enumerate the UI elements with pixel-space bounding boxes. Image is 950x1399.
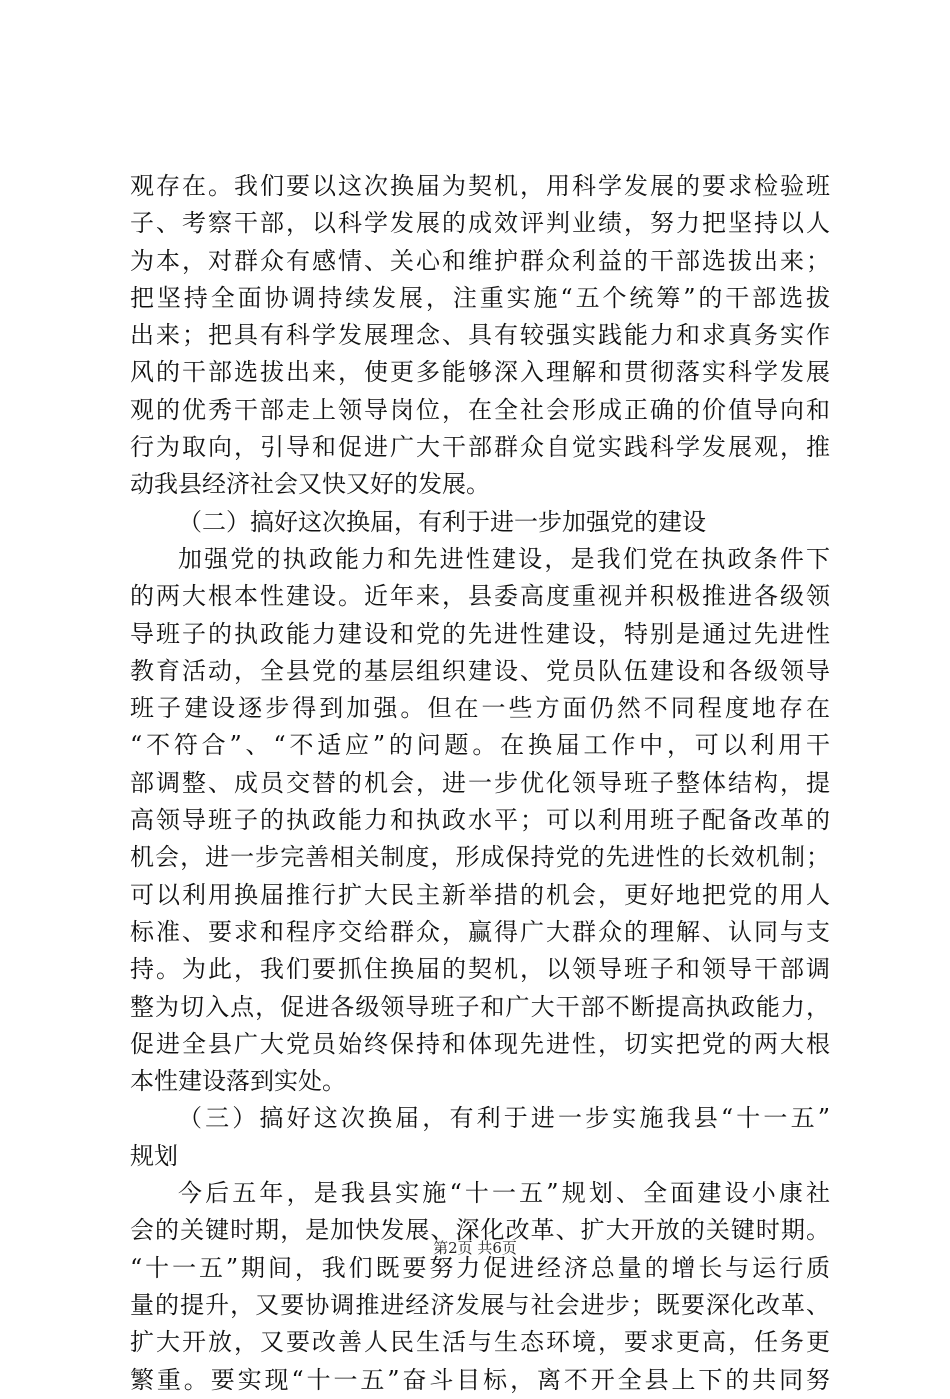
text-line: 整为切入点，促进各级领导班子和广大干部不断提高执政能力， [130, 992, 830, 1021]
text-line: 机会，进一步完善相关制度，形成保持党的先进性的长效机制； [130, 843, 830, 872]
text-line: 风的干部选拔出来，使更多能够深入理解和贯彻落实科学发展 [130, 358, 830, 387]
document-body [130, 168, 830, 1399]
text-line: 行为取向，引导和促进广大干部群众自觉实践科学发展观，推 [130, 433, 830, 462]
text-line: 繁重。要实现“十一五”奋斗目标，离不开全县上下的共同努 [130, 1365, 830, 1394]
text-line: 促进全县广大党员始终保持和体现先进性，切实把党的两大根 [130, 1029, 830, 1058]
text-line: 扩大开放，又要改善人民生活与生态环境，要求更高，任务更 [130, 1328, 830, 1357]
section-heading: （三）搞好这次换届，有利于进一步实施我县“十一五” [178, 1104, 830, 1133]
text-line: “不符合”、“不适应”的问题。在换届工作中，可以利用干 [130, 731, 830, 760]
text-line: “十一五”期间，我们既要努力促进经济总量的增长与运行质 [130, 1253, 830, 1282]
text-line: 持。为此，我们要抓住换届的契机，以领导班子和领导干部调 [130, 955, 830, 984]
section-heading: （二）搞好这次换届，有利于进一步加强党的建设 [178, 507, 706, 536]
page-number-footer: 第2页 共6页 [433, 1239, 517, 1257]
text-line: 为本，对群众有感情、关心和维护群众利益的干部选拔出来； [130, 246, 830, 275]
section-heading-continuation: 规划 [130, 1141, 178, 1170]
text-line: 观存在。我们要以这次换届为契机，用科学发展的要求检验班 [130, 172, 830, 200]
text-line: 量的提升，又要协调推进经济发展与社会进步；既要深化改革、 [130, 1290, 830, 1319]
text-line: 加强党的执政能力和先进性建设，是我们党在执政条件下 [178, 544, 830, 573]
text-line: 把坚持全面协调持续发展，注重实施“五个统筹”的干部选拔 [130, 283, 830, 312]
text-line: 的两大根本性建设。近年来，县委高度重视并积极推进各级领 [130, 582, 830, 611]
text-line: 会的关键时期，是加快发展、深化改革、扩大开放的关键时期。 [130, 1216, 830, 1245]
text-line: 导班子的执政能力建设和党的先进性建设，特别是通过先进性 [130, 619, 830, 648]
text-line: 高领导班子的执政能力和执政水平；可以利用班子配备改革的 [130, 806, 830, 835]
text-line: 可以利用换届推行扩大民主新举措的机会，更好地把党的用人 [130, 880, 830, 909]
text-line: 观的优秀干部走上领导岗位，在全社会形成正确的价值导向和 [130, 395, 830, 424]
text-line: 班子建设逐步得到加强。但在一些方面仍然不同程度地存在 [130, 694, 830, 723]
text-line: 子、考察干部，以科学发展的成效评判业绩，努力把坚持以人 [130, 209, 830, 238]
text-line: 今后五年，是我县实施“十一五”规划、全面建设小康社 [178, 1179, 830, 1208]
text-line: 本性建设落到实处。 [130, 1067, 346, 1096]
text-line: 教育活动，全县党的基层组织建设、党员队伍建设和各级领导 [130, 656, 830, 685]
text-line: 标准、要求和程序交给群众，赢得广大群众的理解、认同与支 [130, 917, 830, 946]
text-line: 部调整、成员交替的机会，进一步优化领导班子整体结构，提 [130, 768, 830, 797]
text-line: 动我县经济社会又快又好的发展。 [130, 470, 490, 499]
text-line: 出来；把具有科学发展理念、具有较强实践能力和求真务实作 [130, 321, 830, 350]
